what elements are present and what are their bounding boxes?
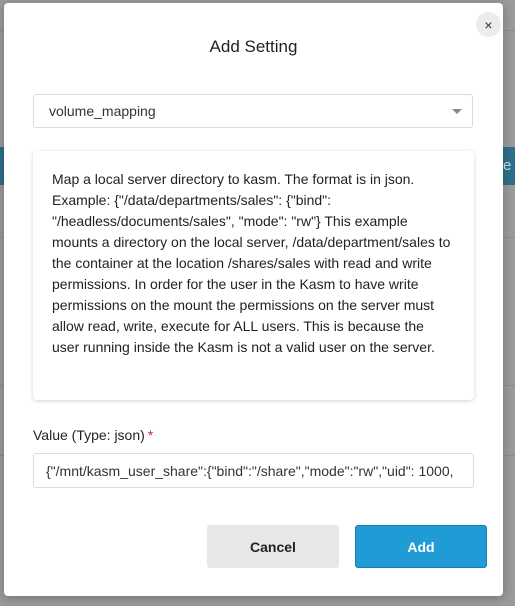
setting-description-card xyxy=(33,151,474,400)
background-header-band-right xyxy=(502,147,515,185)
value-label xyxy=(33,427,153,443)
modal-title: Add Setting xyxy=(209,37,298,56)
setting-select[interactable] xyxy=(33,94,473,128)
background-header-text: e xyxy=(503,157,512,174)
required-indicator: * xyxy=(147,427,154,443)
setting-select-value: volume_mapping xyxy=(49,103,156,119)
setting-description-text: Map a local server directory to kasm. The format is in json. Example: {"/data/departments/sales": {"bind": "/headless/documents/sales", "mode": "rw"} This example mounts a directory on the local server, /data/department/sales to the container at the location /shares/sales with read and write permissions. In order for the user in the Kasm to have write permissions on the mount the permissions on the server must allow read, write, execute for ALL users. This is because the user running inside the Kasm is not a valid user on the server. xyxy=(52,171,451,355)
chevron-down-icon xyxy=(452,109,462,114)
cancel-button[interactable]: Cancel xyxy=(207,525,339,568)
add-button[interactable]: Add xyxy=(355,525,487,568)
add-setting-modal xyxy=(4,3,503,596)
value-label-text: Value (Type: json) xyxy=(33,427,145,443)
close-button[interactable] xyxy=(476,12,501,37)
value-input[interactable] xyxy=(33,453,474,488)
close-icon: × xyxy=(484,16,493,33)
